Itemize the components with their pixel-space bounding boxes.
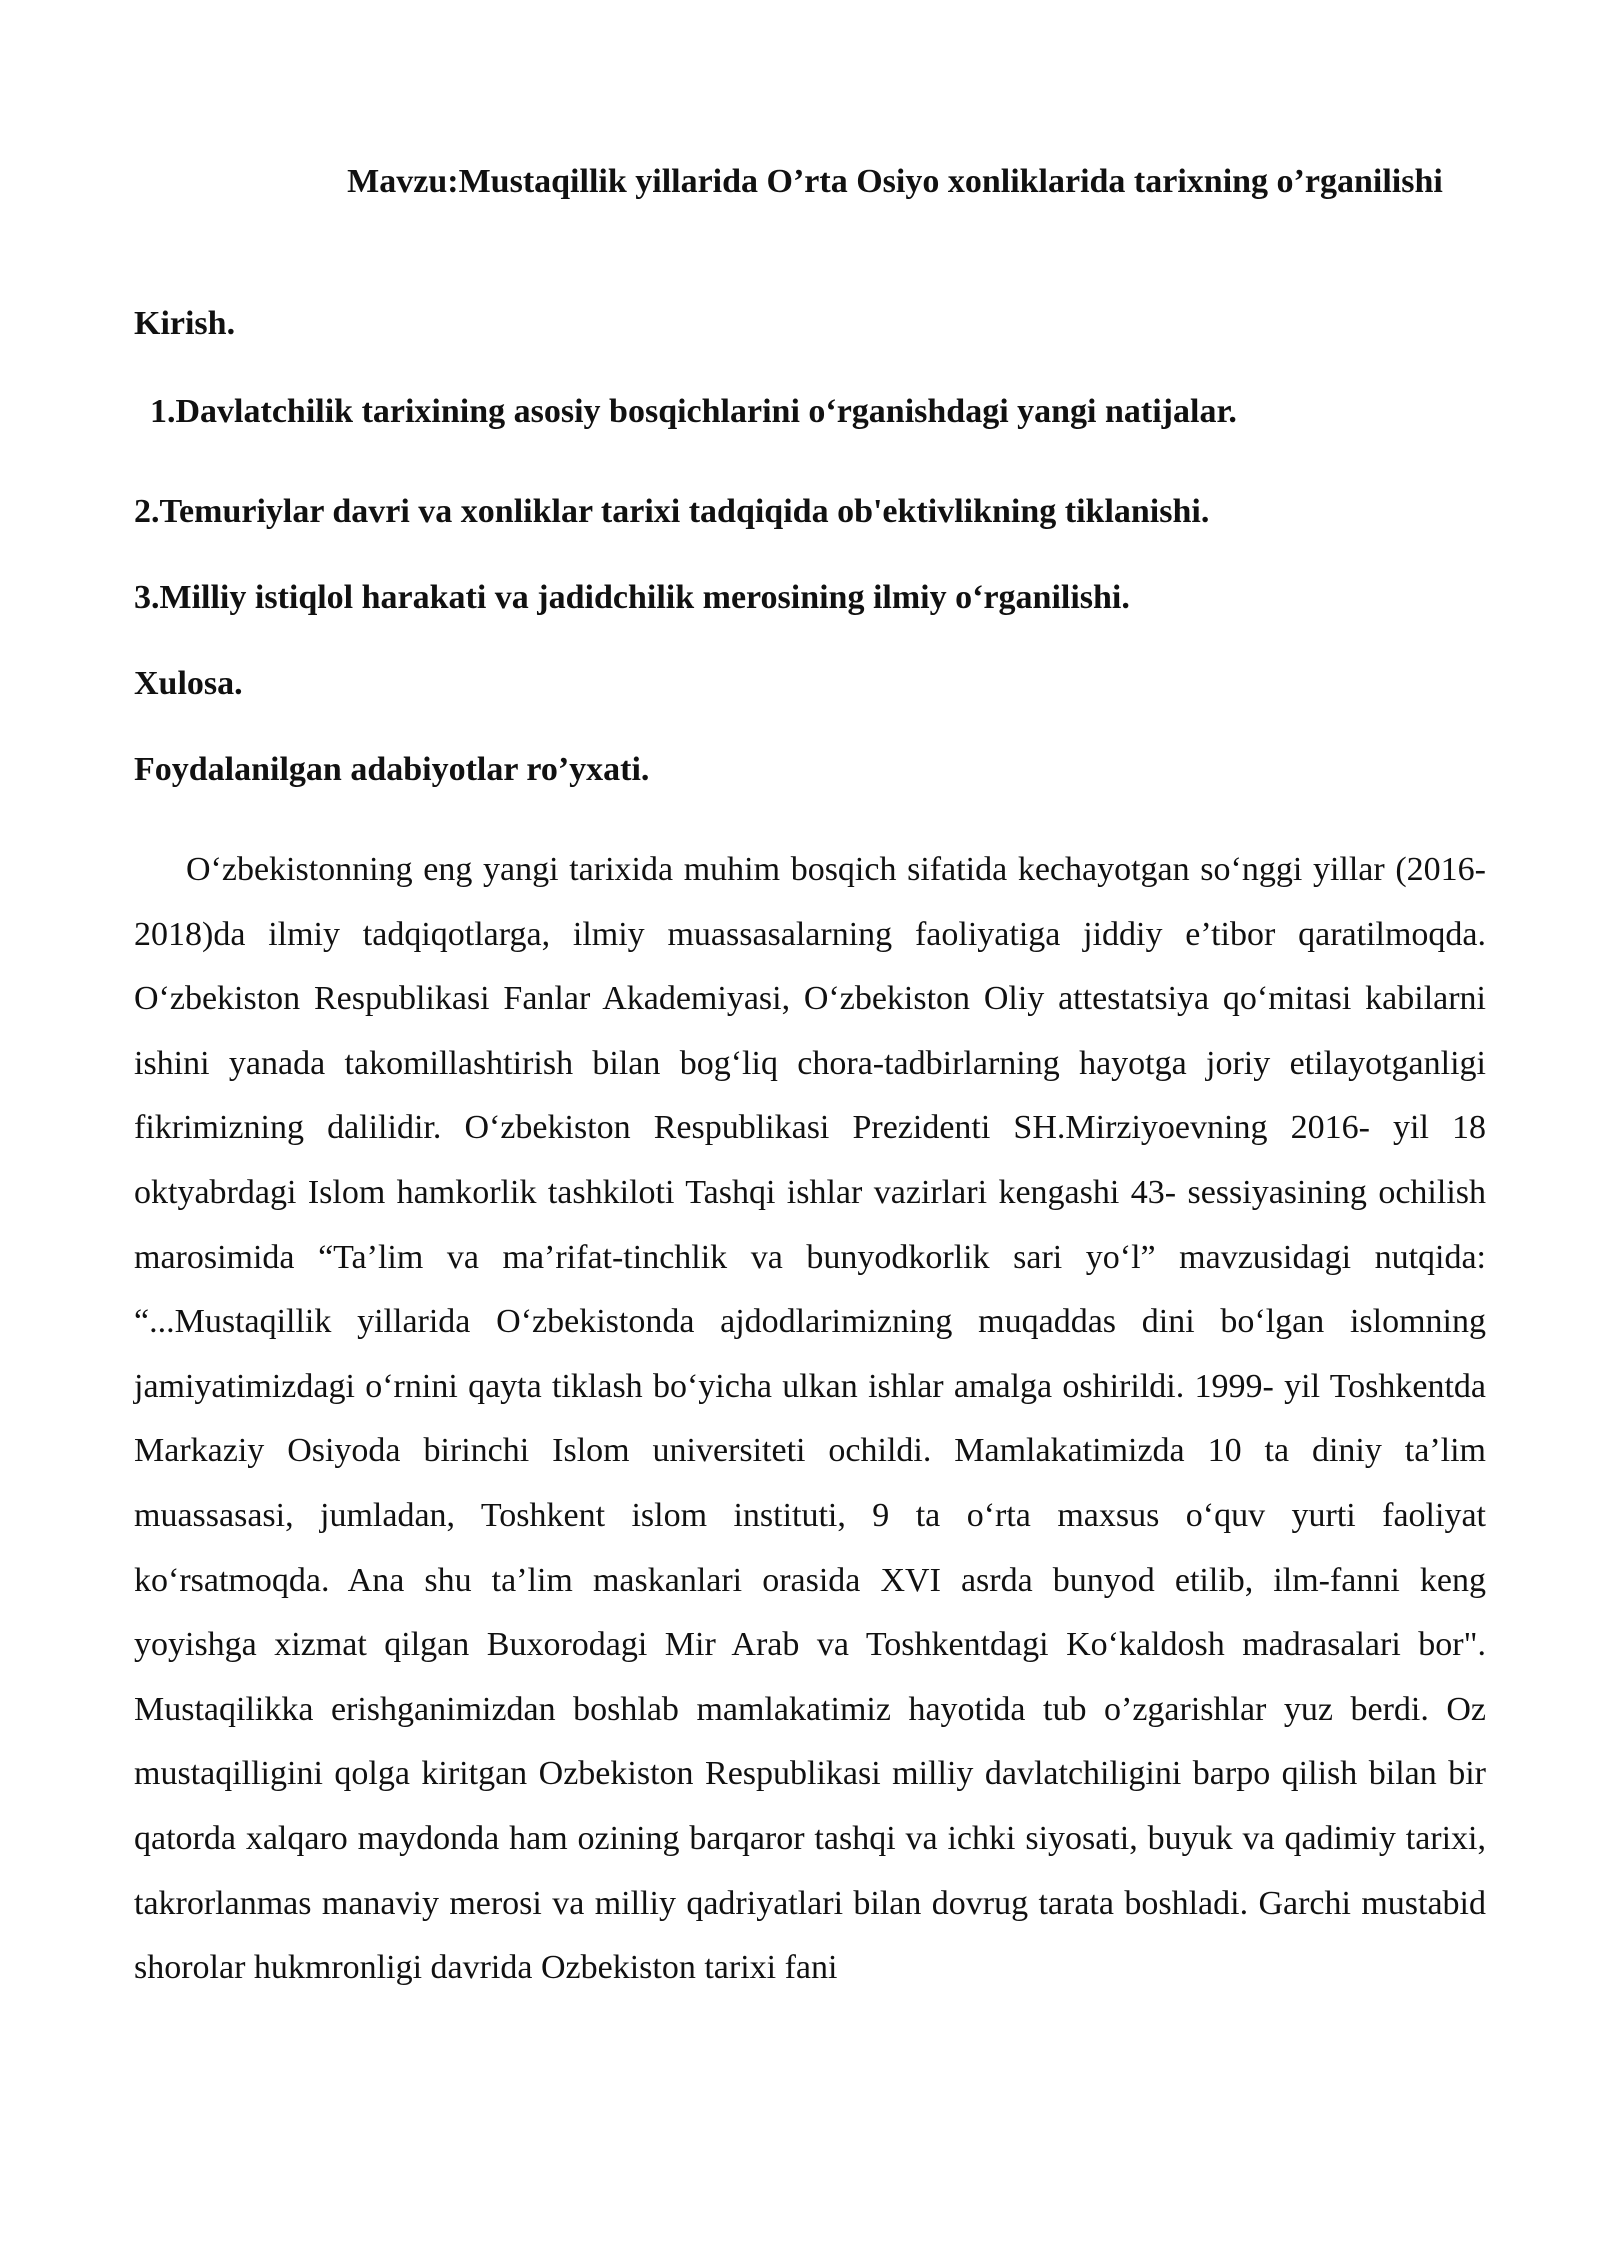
outline-intro: Kirish.: [134, 305, 236, 342]
outline-item-3: 3.Milliy istiqlol harakati va jadidchilik merosining ilmiy o‘rganilishi.: [134, 579, 1130, 616]
document-title: Mavzu:Mustaqillik yillarida O’rta Osiyo xonliklarida tarixning o’rganilishi: [347, 163, 1443, 200]
body-paragraph: O‘zbekistonning eng yangi tarixida muhim bosqich sifatida kechayotgan so‘nggi yillar (2016-2018)da ilmiy tadqiqotlarga, ilmiy muassasalarning faoliyatiga jiddiy e’tibor qaratilmoqda. O‘zbekiston Respublikasi Fanlar Akademiyasi, O‘zbekiston Oliy attestatsiya qo‘mitasi kabilarni ishini yanada takomillashtirish bilan bog‘liq chora-tadbirlarning hayotga joriy etilayotganligi fikrimizning dalilidir. O‘zbekiston Respublikasi Prezidenti SH.Mirziyoevning 2016- yil 18 oktyabrdagi Islom hamkorlik tashkiloti Tashqi ishlar vazirlari kengashi 43- sessiyasining ochilish marosimida “Ta’lim va ma’rifat-tinchlik va bunyodkorlik sari yo‘l” mavzusidagi nutqida: “...Mustaqillik yillarida O‘zbekistonda ajdodlarimizning muqaddas dini bo‘lgan islomning jamiyatimizdagi o‘rnini qayta tiklash bo‘yicha ulkan ishlar amalga oshirildi. 1999- yil Toshkentda Markaziy Osiyoda birinchi Islom universiteti ochildi. Mamlakatimizda 10 ta diniy ta’lim muassasasi, jumladan, Toshkent islom instituti, 9 ta o‘rta maxsus o‘quv yurti faoliyat ko‘rsatmoqda. Ana shu ta’lim maskanlari orasida XVI asrda bunyod etilib, ilm-fanni keng yoyishga xizmat qilgan Buxorodagi Mir Arab va Toshkentdagi Ko‘kaldosh madrasalari bor". Mustaqilikka erishganimizdan boshlab mamlakatimiz hayotida tub o’zgarishlar yuz berdi. Oz mustaqilligini qolga kiritgan Ozbekiston Respublikasi milliy davlatchiligini barpo qilish bilan bir qatorda xalqaro maydonda ham ozining barqaror tashqi va ichki siyosati, buyuk va qadimiy tarixi, takrorlanmas manaviy merosi va milliy qadriyatlari bilan dovrug tarata boshladi. Garchi mustabid shorolar hukmronligi davrida Ozbekiston tarixi fani: [134, 851, 1486, 1987]
outline-references: Foydalanilgan adabiyotlar ro’yxati.: [134, 751, 650, 788]
outline-item-2: 2.Temuriylar davri va xonliklar tarixi tadqiqida ob'ektivlikning tiklanishi.: [134, 493, 1210, 530]
outline-conclusion: Xulosa.: [134, 665, 243, 702]
outline-item-1: 1.Davlatchilik tarixining asosiy bosqichlarini o‘rganishdagi yangi natijalar.: [150, 393, 1237, 430]
